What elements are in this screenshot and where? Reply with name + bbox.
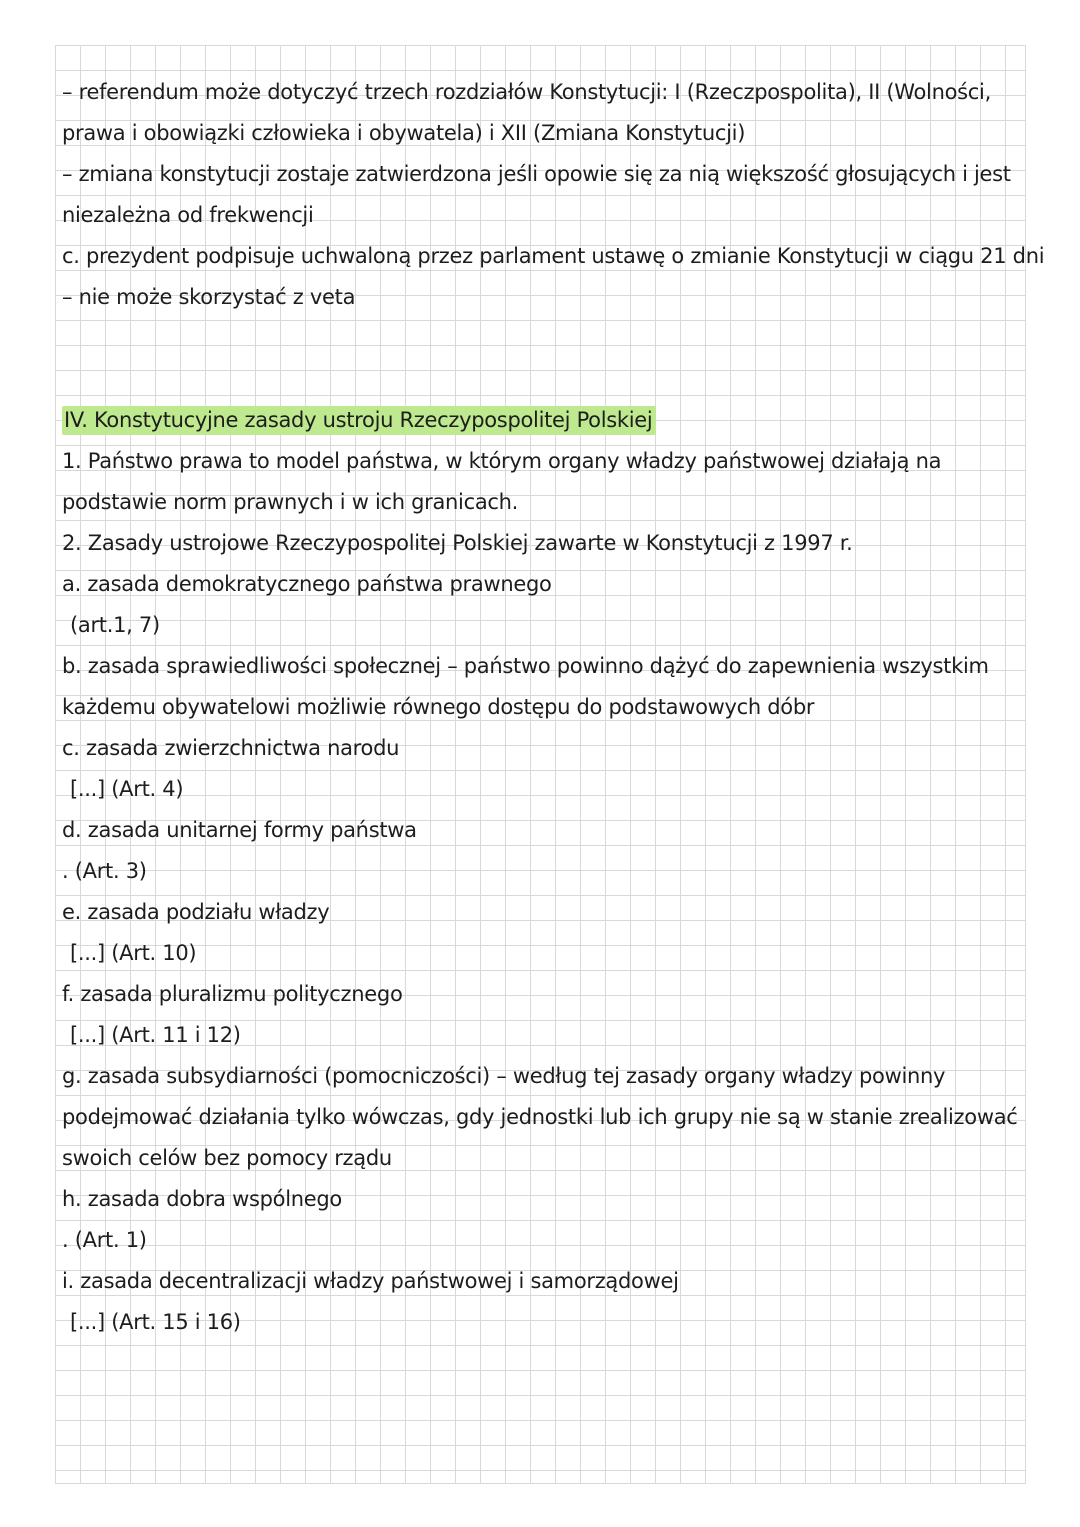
principle-e-reference: [...] (Art. 10) bbox=[70, 941, 197, 965]
principle-g-line-2: podejmować działania tylko wówczas, gdy jednostki lub ich grupy nie są w stanie zrealizować bbox=[62, 1105, 1018, 1129]
principle-i-reference: [...] (Art. 15 i 16) bbox=[70, 1310, 241, 1334]
principle-i: i. zasada decentralizacji władzy państwowej i samorządowej bbox=[62, 1269, 679, 1293]
principle-h: h. zasada dobra wspólnego bbox=[62, 1187, 342, 1211]
principle-g-line-1: g. zasada subsydiarności (pomocniczości) – według tej zasady organy władzy powinny bbox=[62, 1064, 946, 1088]
text-line: – zmiana konstytucji zostaje zatwierdzona jeśli opowie się za nią większość głosujących i jest bbox=[62, 162, 1011, 186]
principle-h-reference: . (Art. 1) bbox=[62, 1228, 147, 1252]
point-1-line-2: podstawie norm prawnych i w ich granicach. bbox=[62, 490, 519, 514]
spacer bbox=[62, 318, 1002, 400]
section-iii-continued bbox=[62, 72, 1045, 318]
text-line: – nie może skorzystać z veta bbox=[62, 285, 356, 309]
principle-f: f. zasada pluralizmu politycznego bbox=[62, 982, 403, 1006]
principle-a: a. zasada demokratycznego państwa prawnego bbox=[62, 572, 552, 596]
notes-page bbox=[62, 72, 1045, 1343]
text-line: niezależna od frekwencji bbox=[62, 203, 314, 227]
text-line: – referendum może dotyczyć trzech rozdziałów Konstytucji: I (Rzeczpospolita), II (Wolności, bbox=[62, 80, 991, 104]
section-iv bbox=[62, 400, 1018, 1343]
point-1-line-1: 1. Państwo prawa to model państwa, w którym organy władzy państwowej działają na bbox=[62, 449, 942, 473]
principle-d-reference: . (Art. 3) bbox=[62, 859, 147, 883]
principle-a-reference: (art.1, 7) bbox=[70, 613, 160, 637]
principle-b-line-1: b. zasada sprawiedliwości społecznej – państwo powinno dążyć do zapewnienia wszystkim bbox=[62, 654, 989, 678]
principle-c-reference: [...] (Art. 4) bbox=[70, 777, 184, 801]
text-line: c. prezydent podpisuje uchwaloną przez parlament ustawę o zmianie Konstytucji w ciągu 21 dni bbox=[62, 244, 1045, 268]
principle-d: d. zasada unitarnej formy państwa bbox=[62, 818, 417, 842]
highlighted-heading: IV. Konstytucyjne zasady ustroju Rzeczypospolitej Polskiej bbox=[62, 406, 656, 435]
point-2: 2. Zasady ustrojowe Rzeczypospolitej Polskiej zawarte w Konstytucji z 1997 r. bbox=[62, 531, 853, 555]
principle-e: e. zasada podziału władzy bbox=[62, 900, 330, 924]
principle-f-reference: [...] (Art. 11 i 12) bbox=[70, 1023, 241, 1047]
principle-b-line-2: każdemu obywatelowi możliwie równego dostępu do podstawowych dóbr bbox=[62, 695, 815, 719]
principle-c: c. zasada zwierzchnictwa narodu bbox=[62, 736, 400, 760]
section-heading bbox=[62, 400, 1002, 441]
text-line: prawa i obowiązki człowieka i obywatela) i XII (Zmiana Konstytucji) bbox=[62, 121, 746, 145]
principle-g-line-3: swoich celów bez pomocy rządu bbox=[62, 1146, 392, 1170]
